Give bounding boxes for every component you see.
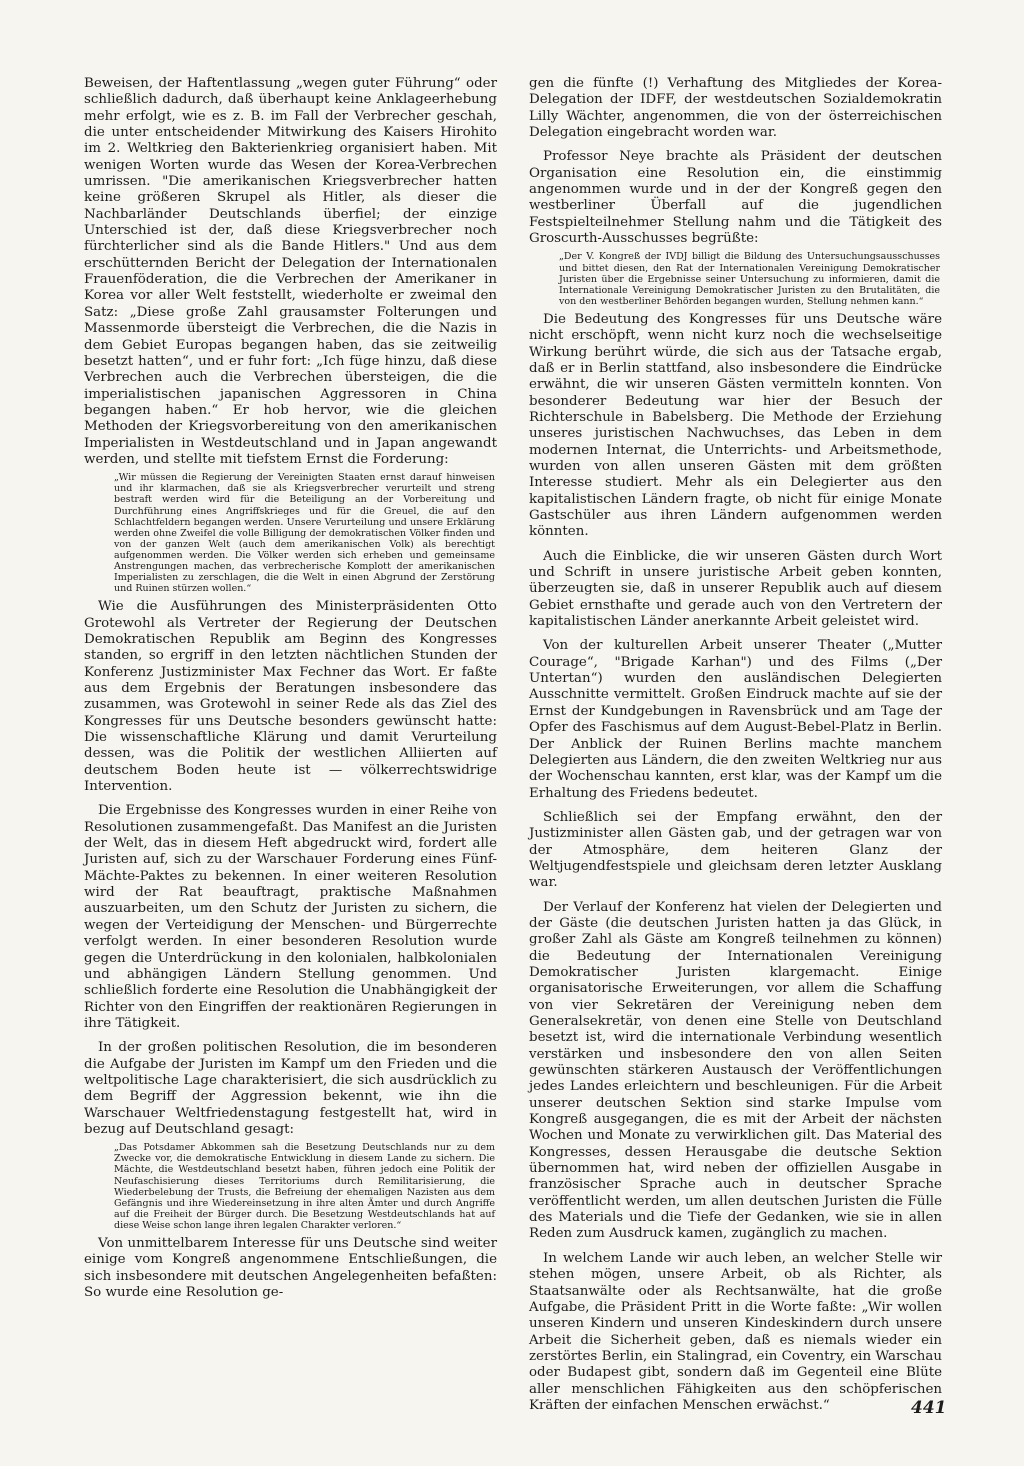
paragraph: In welchem Lande wir auch leben, an welcher Stelle wir stehen mögen, unsere Arbeit, ob als Richter, als Staatsanwälte oder als Rechtsanwälte, hat die große Aufgabe, die Präsident Pritt in die Worte faßte: „Wir wollen unseren Kindern und unseren Kindeskindern durch unsere Arbeit die Sicherheit geben, daß es niemals wieder ein zerstörtes Berlin, ein Stalingrad, ein Coventry, ein Warschau oder Budapest gibt, sondern daß im Gegenteil eine Blüte aller menschlichen Fähigkeiten aus den schöpferischen Kräften der einfachen Menschen erwächst.“ <box>529 1250 942 1413</box>
paragraph: Von der kulturellen Arbeit unserer Theater („Mutter Courage“, "Brigade Karhan") und des Films („Der Untertan“) wurden den ausländischen Delegierten Ausschnitte vermittelt. Großen Eindruck machte auf sie der Ernst der Kundgebungen in Ravensbrück und am Tage der Opfer des Faschismus auf dem August-Bebel-Platz in Berlin. Der Anblick der Ruinen Berlins machte manchem Delegierten aus Ländern, die den zweiten Weltkrieg nur aus der Wochenschau kannten, erst klar, was der Kampf um die Erhaltung des Friedens bedeutet. <box>529 638 942 801</box>
paragraph: Wie die Ausführungen des Ministerpräsidenten Otto Grotewohl als Vertreter der Regierung der Deutschen Demokratischen Republik am Beginn des Kongresses standen, so ergriff in den letzten nächtlichen Stunden der Konferenz Justizminister Max Fechner das Wort. Er faßte aus dem Ergebnis der Beratungen insbesondere das zusammen, was Grotewohl in seiner Rede als das Ziel des Kongresses für uns Deutsche besonders gewünscht hatte: Die wissenschaftliche Klärung und damit Verurteilung dessen, was die Politik der westlichen Alliierten auf deutschem Boden heute ist — völkerrechtswidrige Intervention. <box>84 599 497 795</box>
paragraph: Professor Neye brachte als Präsident der deutschen Organisation eine Resolution ein, die einstimmig angenommen wurde und in der der Kongreß gegen den westberliner Überfall auf die jugendlichen Festspielteilnehmer Stellung nahm und die Tätigkeit des Groscurth-Ausschusses begrüßte: <box>529 149 942 247</box>
paragraph: Schließlich sei der Empfang erwähnt, den der Justizminister allen Gästen gab, und der getragen war von der Atmosphäre, dem heiteren Glanz der Weltjugendfestspiele und gleichsam deren letzter Ausklang war. <box>529 809 942 891</box>
paragraph: Die Bedeutung des Kongresses für uns Deutsche wäre nicht erschöpft, wenn nicht kurz noch die wechselseitige Wirkung berührt würde, die sich aus der Tatsache ergab, daß er in Berlin stattfand, also insbesondere die Eindrücke erwähnt, die wir unseren Gästen vermitteln konnten. Von besonderer Bedeutung war hier der Besuch der Richterschule in Babelsberg. Die Methode der Erziehung unseres juristischen Nachwuchses, das Leben in dem modernen Internat, die Unterrichts- und Arbeitsmethode, wurden von allen unseren Gästen mit dem größten Interesse studiert. Mehr als ein Delegierter aus den kapitalistischen Ländern fragte, ob nicht für einige Monate Gastschüler aus ihren Ländern aufgenommen werden könnten. <box>529 311 942 540</box>
paragraph: Auch die Einblicke, die wir unseren Gästen durch Wort und Schrift in unsere juristische Arbeit geben konnten, überzeugten sie, daß in unserer Republik auch auf diesem Gebiet ernsthafte und gerade auch von den Vertretern der kapitalistischen Länder anerkannte Arbeit geleistet wird. <box>529 548 942 630</box>
block-quote: „Das Potsdamer Abkommen sah die Besetzung Deutschlands nur zu dem Zwecke vor, die demokratische Entwicklung in diesem Lande zu sichern. Die Mächte, die Westdeutschland besetzt haben, führen jedoch eine Politik der Neufaschisierung dieses Territoriums durch Remilitarisierung, die Wiederbelebung der Trusts, die Befreiung der ehemaligen Nazisten aus dem Gefängnis und ihre Wiedereinsetzung in ihre alten Ämter und durch Angriffe auf die Freiheit der Bürger durch. Die Besetzung Westdeutschlands hat auf diese Weise schon lange ihren legalen Charakter verloren.“ <box>114 1142 495 1231</box>
block-quote: „Der V. Kongreß der IVDJ billigt die Bildung des Untersuchungsausschusses und bittet diesen, den Rat der Internationalen Vereinigung Demokratischer Juristen über die Ergebnisse seiner Untersuchung zu informieren, damit die Internationale Vereinigung Demokratischer Juristen zu den Brutalitäten, die von den westberliner Behörden begangen wurden, Stellung nehmen kann.“ <box>559 251 940 307</box>
paragraph: Der Verlauf der Konferenz hat vielen der Delegierten und der Gäste (die deutschen Juristen hatten ja das Glück, in großer Zahl als Gäste am Kongreß teilnehmen zu können) die Bedeutung der Internationalen Vereinigung Demokratischer Juristen klargemacht. Einige organisatorische Erweiterungen, vor allem die Schaffung von vier Sekretären der Vereinigung neben dem Generalsekretär, von denen eine Stelle von Deutschland besetzt ist, wird die internationale Verbindung wesentlich verstärken und insbesondere den von allen Seiten gewünschten stärkeren Austausch der Veröffentlichungen jedes Landes erleichtern und beschleunigen. Für die Arbeit unserer deutschen Sektion sind starke Impulse vom Kongreß ausgegangen, die es mit der Arbeit der nächsten Wochen und Monate zu verwirklichen gilt. Das Material des Kongresses, dessen Herausgabe die deutsche Sektion übernommen hat, wird neben der offiziellen Ausgabe in französischer Sprache auch in deutscher Sprache veröffentlicht werden, um allen deutschen Juristen die Fülle des Materials und die Tiefe der Gedanken, wie sie in allen Reden zum Ausdruck kamen, zugänglich zu machen. <box>529 899 942 1242</box>
page-number: 441 <box>911 1398 947 1418</box>
right-column <box>529 76 942 1414</box>
paragraph: gen die fünfte (!) Verhaftung des Mitgliedes der Korea-Delegation der IDFF, der westdeutschen Sozialdemokratin Lilly Wächter, angenommen, die von der österreichischen Delegation eingebracht worden war. <box>529 76 942 141</box>
left-column <box>84 76 497 1301</box>
paragraph: Die Ergebnisse des Kongresses wurden in einer Reihe von Resolutionen zusammengefaßt. Das Manifest an die Juristen der Welt, das in diesem Heft abgedruckt wird, fordert alle Juristen auf, sich zu der Warschauer Forderung eines Fünf-Mächte-Paktes zu bekennen. In einer weiteren Resolution wird der Rat beauftragt, praktische Maßnahmen auszuarbeiten, um den Schutz der Juristen zu sichern, die wegen der Verteidigung der Menschen- und Bürgerrechte verfolgt werden. In einer besonderen Resolution wurde gegen die Unterdrückung in den kolonialen, halbkolonialen und abhängigen Ländern Stellung genommen. Und schließlich forderte eine Resolution die Unabhängigkeit der Richter von den Eingriffen der reaktionären Regierungen in ihre Tätigkeit. <box>84 803 497 1031</box>
paragraph: Beweisen, der Haftentlassung „wegen guter Führung“ oder schließlich dadurch, daß überhaupt keine Anklageerhebung mehr erfolgt, wie es z. B. im Fall der Verbrecher geschah, die unter entscheidender Mitwirkung des Kaisers Hirohito im 2. Weltkrieg den Bakterienkrieg organisiert haben. Mit wenigen Worten wurde das Wesen der Korea-Verbrechen umrissen. "Die amerikanischen Kriegsverbrecher hatten keine größeren Skrupel als Hitler, als dieser die Nachbarländer Deutschlands überfiel; der einzige Unterschied ist der, daß diese Kriegsverbrecher noch fürchterlicher sind als die Bande Hitlers." Und aus dem erschütternden Bericht der Delegation der Internationalen Frauenföderation, die die Verbrechen der Amerikaner in Korea vor aller Welt feststellt, wiederholte er zweimal den Satz: „Diese große Zahl grausamster Folterungen und Massenmorde übersteigt die Verbrechen, die die Nazis in dem Gebiet Europas begangen haben, das sie zeitweilig besetzt hatten“, und er fuhr fort: „Ich füge hinzu, daß diese Verbrechen auch die Verbrechen übersteigen, die die imperialistischen japanischen Aggressoren in China begangen haben.“ Er hob hervor, wie die gleichen Methoden der Kriegsvorbereitung von den amerikanischen Imperialisten in Westdeutschland und in Japan angewandt werden, und stellte mit tiefstem Ernst die Forderung: <box>84 76 497 467</box>
paragraph: In der großen politischen Resolution, die im besonderen die Aufgabe der Juristen im Kampf um den Frieden und die weltpolitische Lage charakterisiert, die sich ausdrücklich zu dem Begriff der Aggression bekennt, wie ihn die Warschauer Weltfriedenstagung festgestellt hat, wird in bezug auf Deutschland gesagt: <box>84 1040 497 1137</box>
paragraph: Von unmittelbarem Interesse für uns Deutsche sind weiter einige vom Kongreß angenommene Entschließungen, die sich insbesondere mit deutschen Angelegenheiten befaßten: So wurde eine Resolution ge- <box>84 1236 497 1301</box>
block-quote: „Wir müssen die Regierung der Vereinigten Staaten ernst darauf hinweisen und ihr klarmachen, daß sie als Kriegsverbrecher verurteilt und streng bestraft werden wird für die Beteiligung an der Vorbereitung und Durchführung eines Angriffskrieges und für die Greuel, die auf den Schlachtfeldern begangen werden. Unsere Verurteilung und unsere Erklärung werden ohne Zweifel die volle Billigung der demokratischen Völker finden und von der ganzen Welt (auch dem amerikanischen Volk) als berechtigt aufgenommen werden. Die Völker werden sich erheben und gemeinsame Anstrengungen machen, das verbrecherische Komplott der amerikanischen Imperialisten zu zerschlagen, die die Welt in einen Abgrund der Zerstörung und Ruinen stürzen wollen.“ <box>114 472 495 595</box>
